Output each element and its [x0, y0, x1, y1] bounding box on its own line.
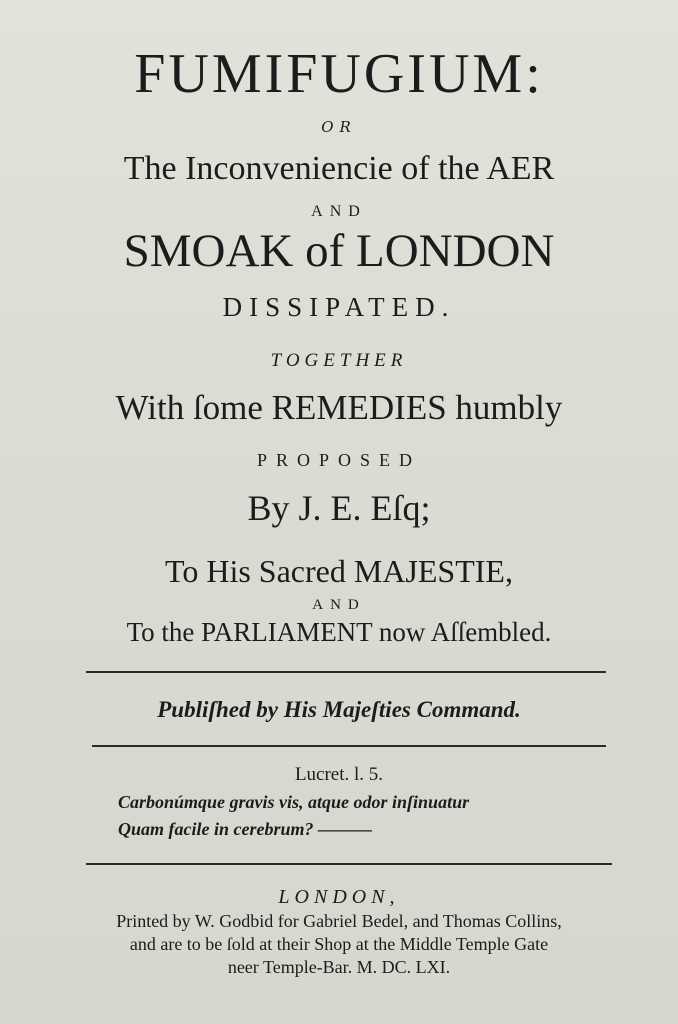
remedies-line: With ſome REMEDIES humbly: [115, 388, 563, 427]
subtitle-dissipated: DISSIPATED.: [222, 292, 456, 322]
imprint-city: LONDON,: [278, 886, 400, 908]
main-title: FUMIFUGIUM:: [134, 43, 544, 105]
divider-rule: [86, 863, 612, 865]
published-statement: Publiſhed by His Majeſties Command.: [157, 697, 521, 722]
proposed-line: PROPOSED: [256, 450, 422, 470]
subtitle-inconveniencie: The Inconveniencie of the AER: [123, 150, 555, 187]
epigraph-line: Carbonúmque gravis vis, atque odor inſinuatur: [118, 792, 470, 812]
epigraph-line: Quam facile in cerebrum? ———: [118, 819, 372, 839]
or-connector: OR: [321, 118, 357, 136]
epigraph-source: Lucret. l. 5.: [294, 764, 384, 785]
dedication-and: AND: [312, 597, 366, 613]
dedication-parliament: To the PARLIAMENT now Aſſembled.: [126, 617, 552, 647]
dedication-majestie: To His Sacred MAJESTIE,: [165, 553, 513, 589]
subtitle-smoak-of-london: SMOAK of LONDON: [123, 225, 555, 277]
imprint-line: and are to be ſold at their Shop at the Middle Temple Gate: [129, 934, 549, 954]
and-connector: AND: [311, 203, 367, 220]
together-connector: TOGETHER: [270, 350, 408, 371]
divider-rule: [86, 671, 606, 673]
author-line: By J. E. Eſq;: [247, 488, 431, 528]
divider-rule: [92, 745, 606, 747]
imprint-line: neer Temple-Bar. M. DC. LXI.: [227, 957, 451, 977]
imprint-line: Printed by W. Godbid for Gabriel Bedel, and Thomas Collins,: [116, 911, 562, 931]
